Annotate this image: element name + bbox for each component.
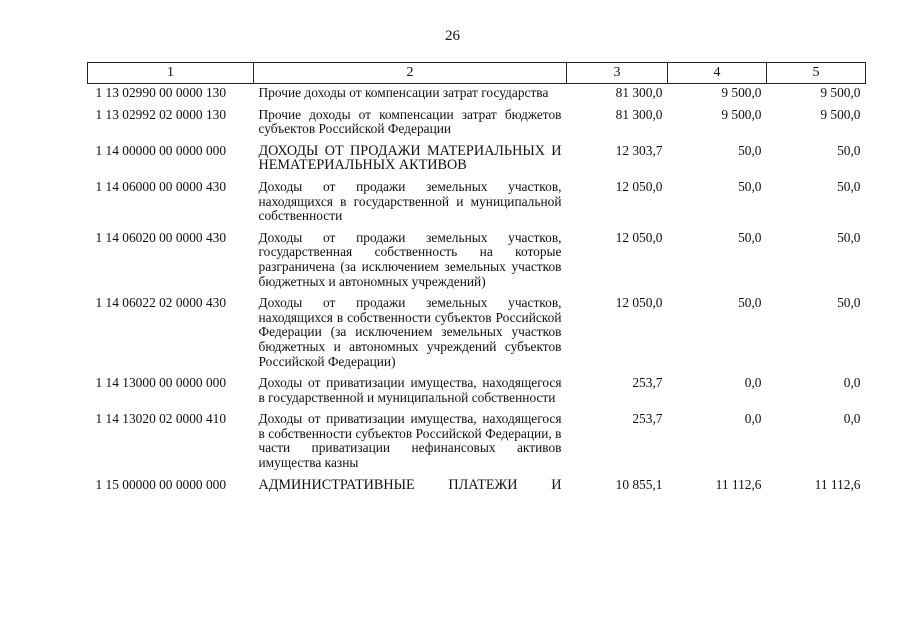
budget-table (87, 62, 866, 497)
value-col-3: 12 050,0 (615, 295, 663, 311)
table-row (88, 142, 866, 178)
value-col-5: 9 500,0 (820, 106, 861, 122)
revenue-code: 1 14 13020 02 0000 410 (95, 411, 227, 427)
revenue-code: 1 14 06020 00 0000 430 (95, 229, 227, 245)
revenue-name: Доходы от приватизации имущества, находящегося в собственности субъектов Российской Федерации, в части приватизации нефинансовых активов имущества казны (258, 411, 562, 471)
table-row (88, 410, 866, 475)
table-row (88, 84, 866, 106)
value-col-5: 50,0 (837, 229, 861, 245)
value-col-4: 0,0 (744, 375, 762, 391)
value-col-4: 0,0 (744, 411, 762, 427)
value-col-3: 81 300,0 (615, 106, 663, 122)
revenue-name: Доходы от продажи земельных участков, государственная собственность на которые разграничена (за исключением земельных участков бюджетных и автономных учреждений) (258, 229, 562, 289)
revenue-code: 1 14 06022 02 0000 430 (95, 295, 227, 311)
table-row (88, 374, 866, 410)
revenue-name: Доходы от приватизации имущества, находящегося в государственной и муниципальной собственности (258, 375, 562, 405)
column-header-5: 5 (767, 63, 866, 84)
column-header-2: 2 (254, 63, 567, 84)
value-col-4: 50,0 (738, 229, 762, 245)
table-row (88, 106, 866, 142)
value-col-5: 0,0 (843, 375, 861, 391)
column-header-4: 4 (668, 63, 767, 84)
value-col-3: 12 050,0 (615, 178, 663, 194)
value-col-3: 12 050,0 (615, 229, 663, 245)
value-col-5: 50,0 (837, 295, 861, 311)
value-col-5: 0,0 (843, 411, 861, 427)
revenue-name: Доходы от продажи земельных участков, находящихся в государственной и муниципальной собственности (258, 178, 562, 224)
table-row (88, 178, 866, 229)
revenue-code: 1 13 02990 00 0000 130 (95, 85, 227, 100)
value-col-5: 50,0 (837, 142, 861, 158)
revenue-code: 1 13 02992 02 0000 130 (95, 106, 227, 122)
value-col-5: 11 112,6 (814, 476, 861, 492)
revenue-name: ДОХОДЫ ОТ ПРОДАЖИ МАТЕРИАЛЬНЫХ И НЕМАТЕРИАЛЬНЫХ АКТИВОВ (258, 142, 562, 174)
value-col-3: 10 855,1 (615, 476, 663, 492)
value-col-3: 12 303,7 (615, 142, 663, 158)
value-col-4: 50,0 (738, 142, 762, 158)
value-col-5: 50,0 (837, 178, 861, 194)
value-col-4: 9 500,0 (721, 106, 762, 122)
value-col-3: 81 300,0 (615, 85, 663, 100)
value-col-4: 50,0 (738, 295, 762, 311)
revenue-name: Прочие доходы от компенсации затрат государства (258, 85, 549, 100)
revenue-name: Доходы от продажи земельных участков, находящихся в собственности субъектов Российской Федерации (за исключением земельных участков бюджетных и автономных учреждений субъектов Российской Федерации) (258, 295, 562, 369)
column-header-1: 1 (88, 63, 254, 84)
revenue-name: Прочие доходы от компенсации затрат бюджетов субъектов Российской Федерации (258, 106, 562, 137)
value-col-4: 9 500,0 (721, 85, 762, 100)
table-row (88, 476, 866, 498)
column-header-3: 3 (567, 63, 668, 84)
table-header-row (88, 63, 866, 84)
value-col-4: 50,0 (738, 178, 762, 194)
table-row (88, 229, 866, 294)
revenue-code: 1 15 00000 00 0000 000 (95, 476, 227, 492)
value-col-3: 253,7 (632, 411, 663, 427)
revenue-code: 1 14 06000 00 0000 430 (95, 178, 227, 194)
value-col-3: 253,7 (632, 375, 663, 391)
table-row (88, 294, 866, 374)
value-col-4: 11 112,6 (715, 476, 762, 492)
revenue-code: 1 14 00000 00 0000 000 (95, 142, 227, 158)
revenue-code: 1 14 13000 00 0000 000 (95, 375, 227, 391)
value-col-5: 9 500,0 (820, 85, 861, 100)
revenue-name: АДМИНИСТРАТИВНЫЕ ПЛАТЕЖИ И (258, 476, 562, 493)
page-number: 26 (445, 28, 460, 44)
